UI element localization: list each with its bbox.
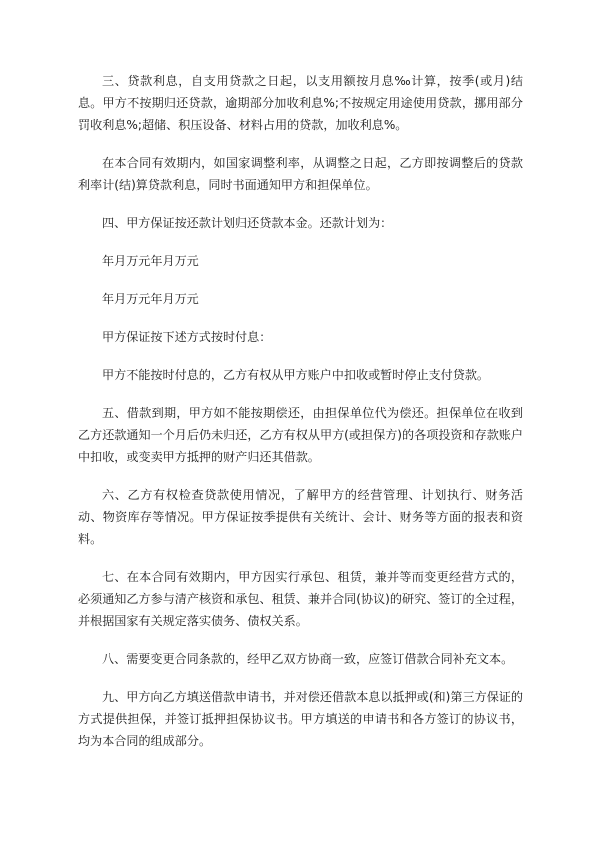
interest-payment-method: 甲方保证按下述方式按时付息： [102, 330, 272, 344]
clause-9-guarantee: 九、甲方向乙方填送借款申请书，并对偿还借款本息以抵押或(和)第三方保证的方式提供担保，并签订抵押担保协议书。甲方填送的申请书和各方签订的协议书，均为本合同的组成部分。 [78, 690, 523, 748]
rate-adjustment-paragraph: 在本合同有效期内，如国家调整利率，从调整之日起，乙方即按调整后的贷款利率计(结)算贷款利息，同时书面通知甲方和担保单位。 [78, 156, 523, 192]
clause-5-default: 五、借款到期，甲方如不能按期偿还，由担保单位代为偿还。担保单位在收到乙方还款通知一个月后仍未归还，乙方有权从甲方(或担保方)的各项投资和存款账户中扣收，或变卖甲方抵押的财产归还其借款。 [78, 406, 523, 464]
clause-4-repayment-plan: 四、甲方保证按还款计划归还贷款本金。还款计划为： [102, 216, 393, 230]
clause-8-amendment: 八、需要变更合同条款的，经甲乙双方协商一致，应签订借款合同补充文本。 [102, 652, 514, 666]
late-interest-paragraph: 甲方不能按时付息的，乙方有权从甲方账户中扣收或暂时停止支付贷款。 [102, 368, 490, 382]
clause-3-interest: 三、贷款利息，自支用贷款之日起，以支用额按月息‰计算，按季(或月)结息。甲方不按期归还贷款，逾期部分加收利息%;不按规定用途使用贷款，挪用部分罚收利息%;超储、积压设备、材料占用的贷款，加收利息%。 [78, 74, 523, 132]
repayment-schedule-line-1: 年月万元年月万元 [102, 254, 199, 268]
document-body [78, 70, 523, 752]
clause-7-business-change: 七、在本合同有效期内，甲方因实行承包、租赁，兼并等而变更经营方式的，必须通知乙方参与清产核资和承包、租赁、兼并合同(协议)的研究、签订的全过程，并根据国家有关规定落实债务、债权关系。 [78, 570, 523, 628]
clause-6-inspection: 六、乙方有权检查贷款使用情况，了解甲方的经营管理、计划执行、财务活动、物资库存等情况。甲方保证按季提供有关统计、会计、财务等方面的报表和资料。 [78, 488, 523, 546]
repayment-schedule-line-2: 年月万元年月万元 [102, 292, 199, 306]
